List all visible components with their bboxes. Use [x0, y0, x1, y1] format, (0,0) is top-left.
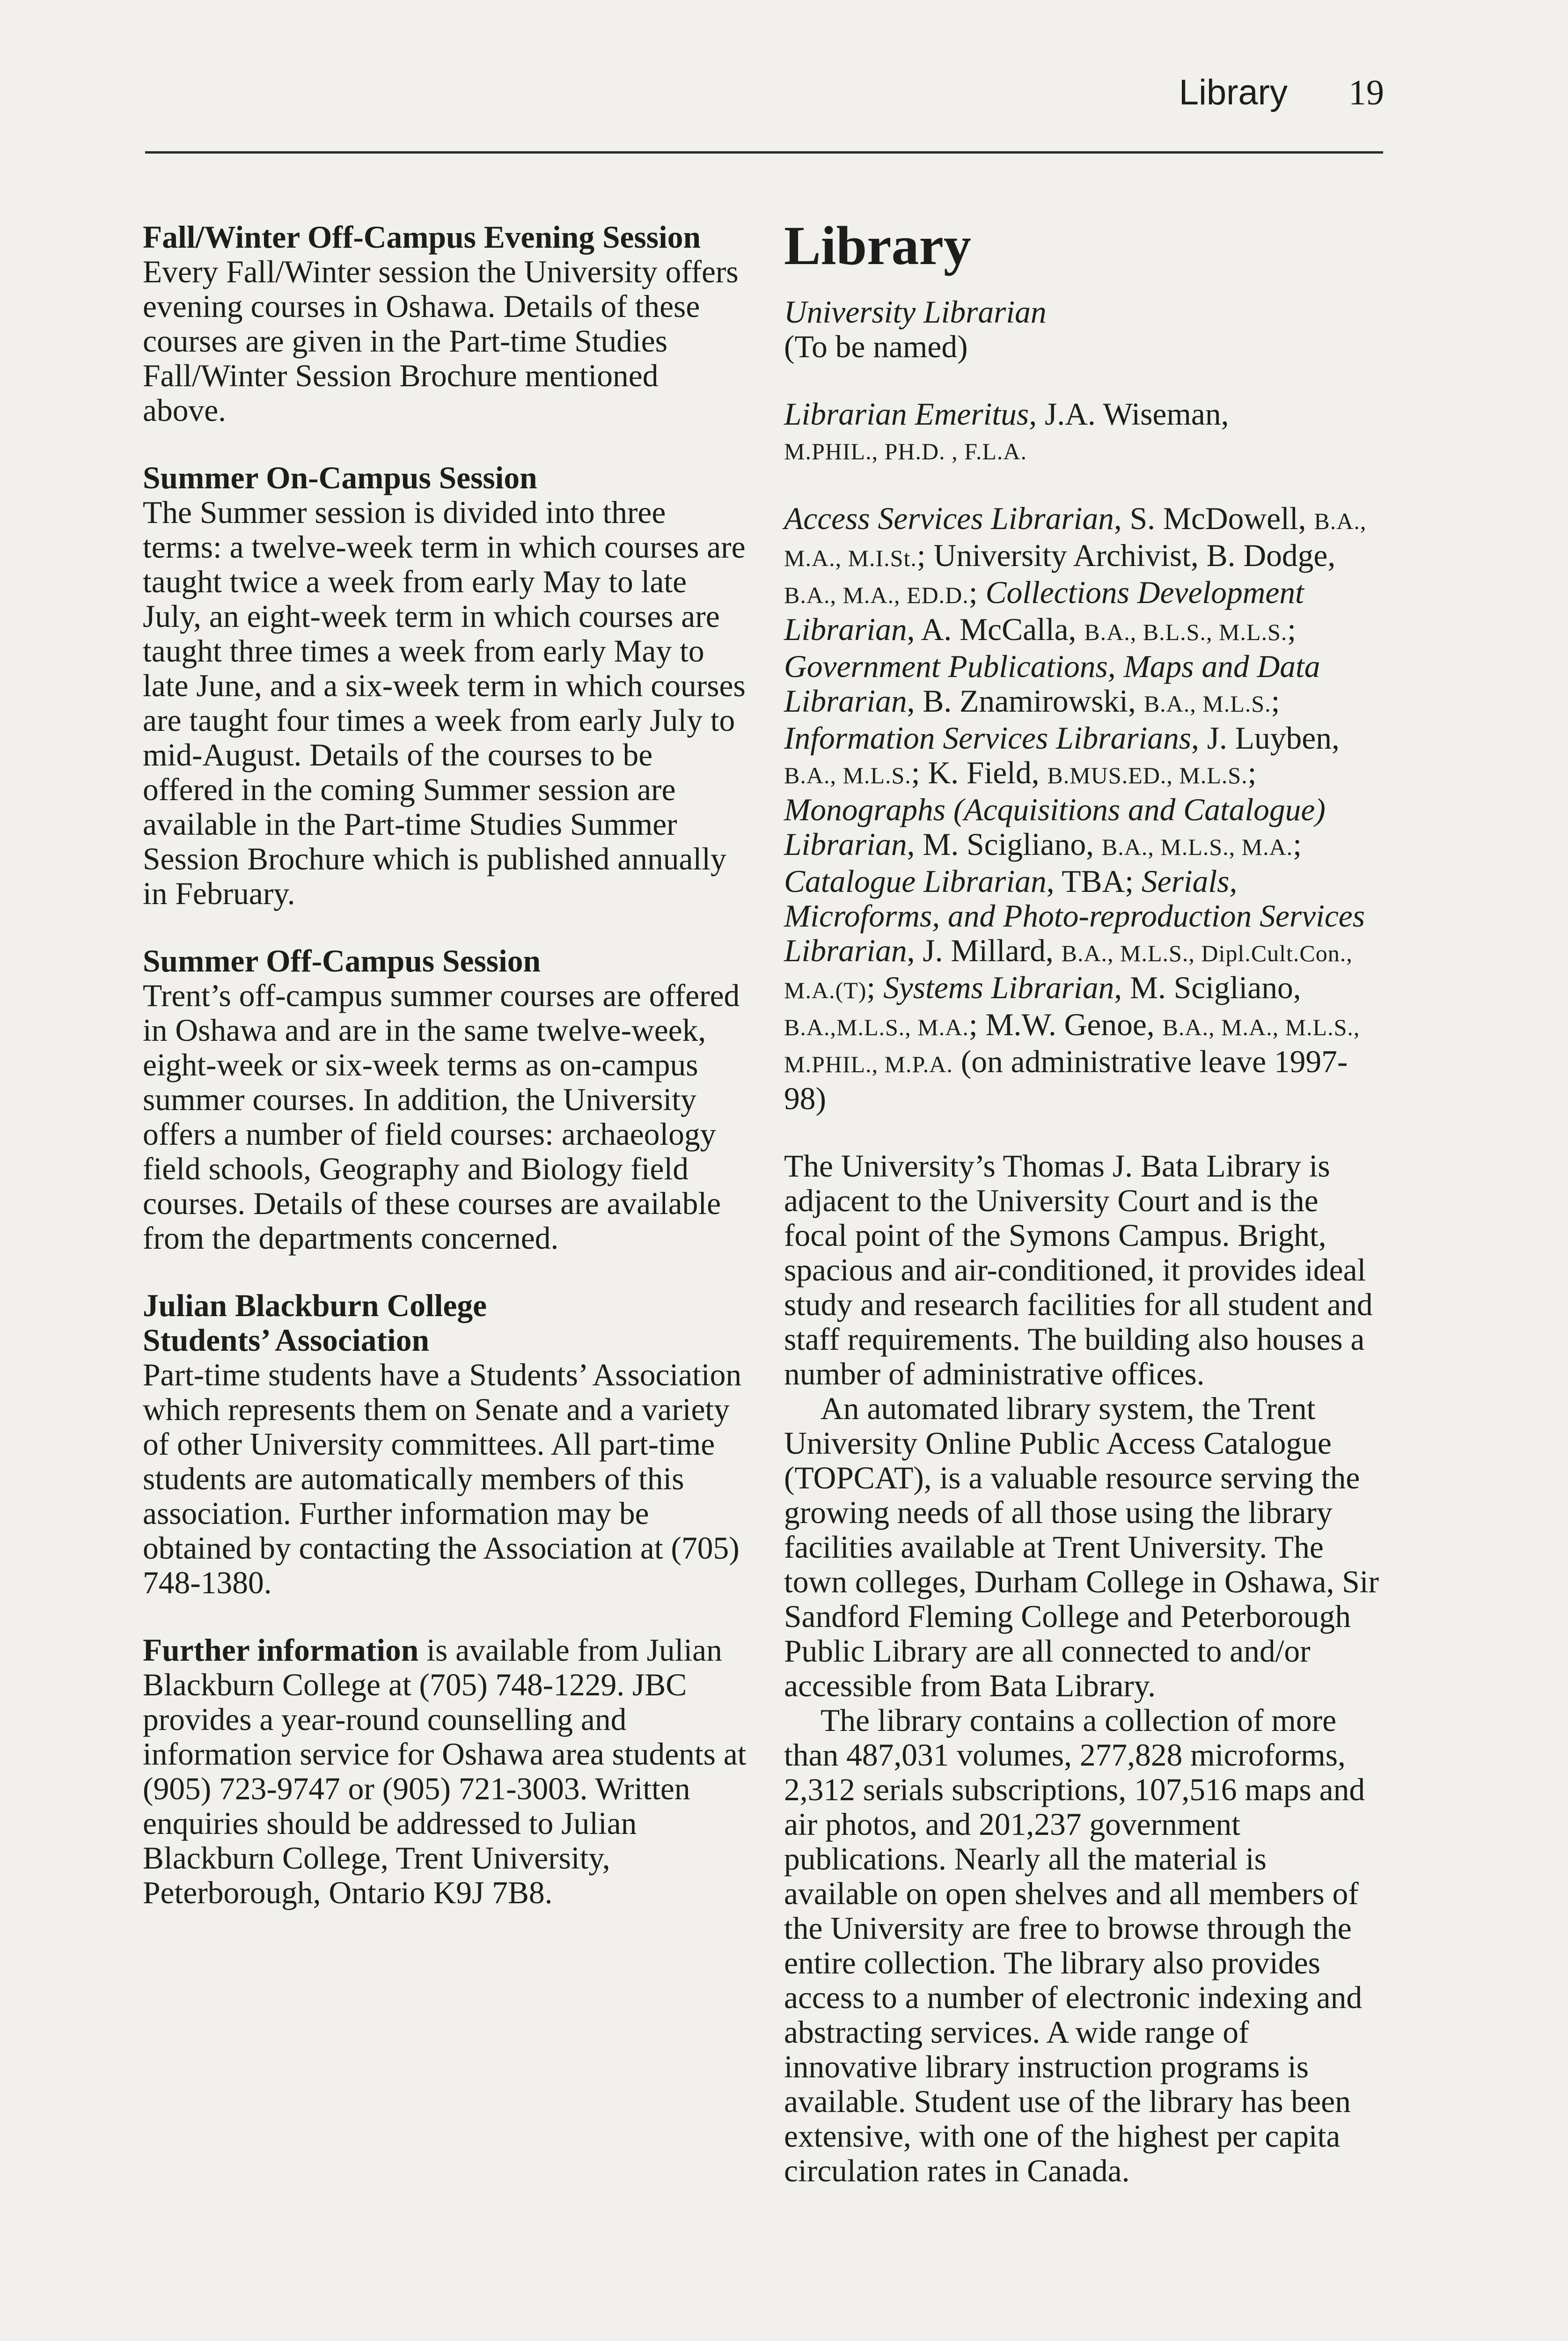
staff-name: , S. McDowell, [1114, 501, 1314, 536]
summer-on-campus-body: The Summer session is divided into three terms: a twelve-week term in which courses are taught twice a week from early May to late July, an eight-week term in which courses are taught three times a week from early May to late June, and a six-week term in which courses are taught four times a week from early July to mid-August. Details of the courses to be offered in the coming Summer session are available in the Part-time Studies Summer Session Brochure which is published annually in February. [143, 495, 746, 911]
staff-separator: ; [1247, 755, 1257, 790]
jbc-association-section [143, 1288, 747, 1600]
librarian-emeritus-degrees: M.PHIL., PH.D. , F.L.A. [784, 438, 1027, 464]
staff-degrees: B.A., M.A., M.I.St. [784, 508, 1367, 571]
staff-separator: ; [916, 538, 934, 573]
staff-role: Catalogue Librarian [784, 864, 1047, 899]
library-paragraph-1: The University’s Thomas J. Bata Library is adjacent to the University Court and is the focal point of the Symons Campus. Bright, spacious and air-conditioned, it provides ideal study and research facilities for all student and staff requirements. The building also houses a number of administrative offices. [784, 1148, 1373, 1391]
further-information-section [143, 1633, 747, 1910]
fallwinter-heading: Fall/Winter Off-Campus Evening Session [143, 220, 701, 255]
staff-role: Monographs (Acquisitions and Catalogue) Librarian [784, 792, 1326, 862]
jbc-heading-line2: Students’ Association [143, 1323, 429, 1358]
staff-role: Government Publications, Maps and Data Librarian [784, 649, 1320, 719]
staff-separator: ; [866, 970, 884, 1005]
staff-degrees: B.A., M.L.S., Dipl.Cult.Con., M.A.(T) [784, 940, 1353, 1003]
staff-separator: ; [968, 1007, 986, 1042]
university-librarian-entry [784, 295, 1385, 364]
staff-separator: ; [1271, 684, 1280, 719]
page-number: 19 [1348, 73, 1384, 112]
staff-roster-paragraph [784, 501, 1385, 1116]
staff-name: K. Field, [928, 755, 1048, 790]
further-information-paragraph [143, 1633, 747, 1910]
staff-degrees: B.MUS.ED., M.L.S. [1047, 762, 1248, 788]
staff-separator: (on administrative leave 1997-98) [784, 1044, 1348, 1116]
running-header-section: Library [1179, 73, 1288, 112]
staff-degrees: B.A., B.L.S., M.L.S. [1084, 619, 1288, 645]
further-information-body: is available from Julian Blackburn College at (705) 748-1229. JBC provides a year-round counselling and information service for Oshawa area students at (905) 723-9747 or (905) 721-3003. Written enquiries should be addressed to Julian Blackburn College, Trent University, Peterborough, Ontario K9J 7B8. [143, 1633, 747, 1910]
staff-name: , J. Millard, [907, 933, 1062, 968]
summer-off-campus-heading: Summer Off-Campus Session [143, 943, 541, 979]
header-rule [145, 151, 1383, 154]
librarian-emeritus-entry [784, 397, 1385, 469]
staff-name: , TBA [1046, 864, 1125, 899]
staff-degrees: B.A., M.L.S. [784, 762, 911, 788]
staff-degrees: B.A., M.L.S., M.A. [1101, 834, 1293, 860]
fallwinter-section [143, 220, 747, 428]
staff-separator: ; [1125, 864, 1142, 899]
fallwinter-body: Every Fall/Winter session the University offers evening courses in Oshawa. Details of these courses are given in the Part-time Studies Fall/Winter Session Brochure mentioned above. [143, 254, 739, 428]
jbc-body: Part-time students have a Students’ Association which represents them on Senate and a variety of other University committees. All part-time students are automatically members of this association. Further information may be obtained by contacting the Association at (705) 748-1380. [143, 1357, 742, 1600]
staff-role: Collections Development Librarian [784, 575, 1304, 647]
library-paragraph-3: The library contains a collection of more than 487,031 volumes, 277,828 microforms, 2,312 serials subscriptions, 107,516 maps and air photos, and 201,237 government publications. Nearly all the material is available on open shelves and all members of the University are free to browse through the entire collection. The library also provides access to a number of electronic indexing and abstracting services. A wide range of innovative library instruction programs is available. Student use of the library has been extensive, with one of the highest per capita circulation rates in Canada. [784, 1703, 1365, 2188]
staff-degrees: B.A., M.A., M.L.S., M.PHIL., M.P.A. [784, 1014, 1360, 1077]
right-column [784, 215, 1385, 2188]
staff-name: , A. McCalla, [907, 612, 1084, 647]
staff-degrees: B.A., M.A., ED.D. [784, 582, 969, 608]
library-staff-list [784, 295, 1385, 1116]
university-librarian-name: (To be named) [784, 329, 968, 364]
running-header [1179, 75, 1384, 110]
summer-off-campus-section [143, 944, 747, 1256]
university-librarian-role: University Librarian [784, 294, 1047, 330]
library-description [784, 1149, 1385, 2188]
further-information-lead: Further information [143, 1633, 419, 1668]
staff-name: , M. Scigliano, [907, 827, 1102, 862]
summer-on-campus-section [143, 461, 747, 911]
staff-role: Serials, Microforms, and Photo-reproduction Services Librarian [784, 864, 1365, 968]
staff-separator: ; [1293, 827, 1302, 862]
staff-role: Access Services Librarian [784, 501, 1114, 536]
staff-separator: ; [911, 755, 928, 790]
librarian-emeritus-name: J.A. Wiseman, [1037, 397, 1229, 432]
staff-separator: ; [968, 575, 986, 610]
staff-degrees: B.A.,M.L.S., M.A. [784, 1014, 969, 1040]
staff-name: University Archivist, B. Dodge, [933, 538, 1336, 573]
jbc-heading-line1: Julian Blackburn College [143, 1288, 487, 1323]
staff-degrees: B.A., M.L.S. [1143, 691, 1271, 717]
summer-on-campus-heading: Summer On-Campus Session [143, 460, 537, 495]
staff-name: , M. Scigliano, [1114, 970, 1301, 1005]
library-title: Library [784, 215, 971, 276]
library-paragraph-2: An automated library system, the Trent University Online Public Access Catalogue (TOPCAT), is a valuable resource serving the growing needs of all those using the library facilities available at Trent University. The town colleges, Durham College in Oshawa, Sir Sandford Fleming College and Peterborough Public Library are all connected to and/or accessible from Bata Library. [784, 1391, 1379, 1703]
staff-role: Systems Librarian [883, 970, 1114, 1005]
staff-separator: ; [1287, 612, 1297, 647]
left-column [143, 220, 747, 1943]
staff-name: , B. Znamirowski, [907, 684, 1144, 719]
staff-name: , J. Luyben, [1191, 721, 1340, 756]
staff-name: M.W. Genoe, [985, 1007, 1163, 1042]
summer-off-campus-body: Trent’s off-campus summer courses are offered in Oshawa and are in the same twelve-week, eight-week or six-week terms as on-campus summer courses. In addition, the University offers a number of field courses: archaeology field schools, Geography and Biology field courses. Details of these courses are available from the departments concerned. [143, 978, 740, 1256]
staff-role: Information Services Librarians [784, 721, 1191, 756]
librarian-emeritus-role: Librarian Emeritus, [784, 397, 1037, 432]
